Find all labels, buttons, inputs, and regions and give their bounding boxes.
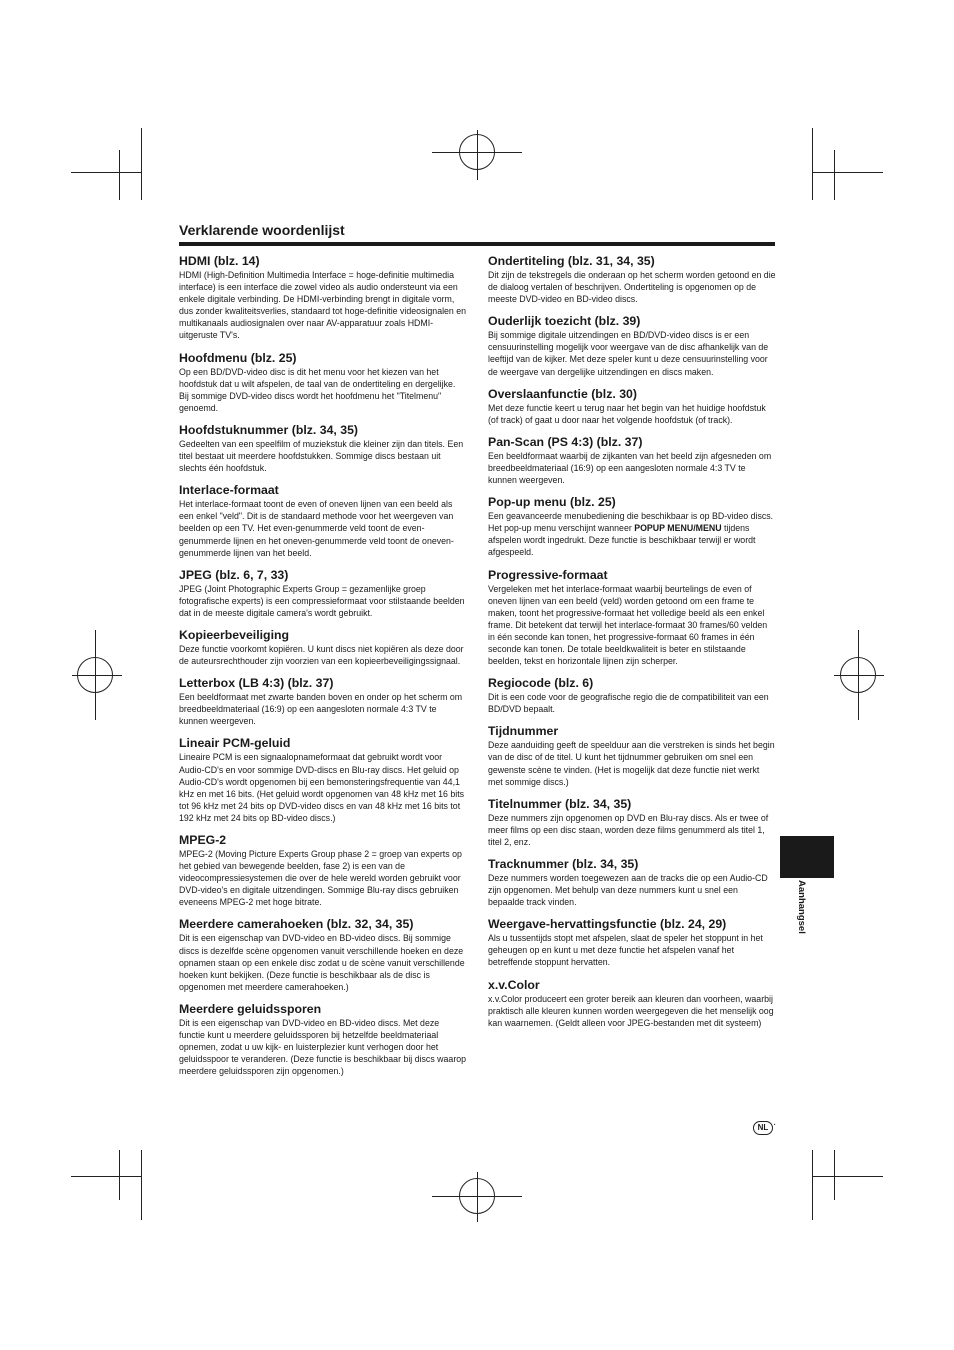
button-name: POPUP MENU/MENU (634, 523, 722, 534)
glossary-definition: Dit is een code voor de geografische regio die de compatibiliteit van een BD/DVD bepaalt. (488, 692, 769, 715)
glossary-term: Hoofdmenu (blz. 25) (179, 350, 297, 365)
title-rule (179, 242, 775, 246)
glossary-definition: Op een BD/DVD-video disc is dit het menu voor het kiezen van het hoofdstuk dat u wilt afspelen, de taal van de ondertiteling en dergelijke. Bij sommige DVD-video discs wordt het hoofdmenu het "Titelmenu" genoemd. (179, 366, 456, 413)
glossary-term: JPEG (blz. 6, 7, 33) (179, 567, 289, 582)
glossary-definition: Vergeleken met het interlace-formaat waarbij beurtelings de even of oneven lijnen van een beeld (veld) worden getoond om een frame te maken, toont het progressive-formaat het volledige beeld als een enkel frame. Dit betekent dat terwijl het interlace-formaat 30 frames/60 velden in één seconde kan tonen, het progressive-formaat 60 frames in één seconde kan tonen. De totale beeldkwaliteit is beter en stilstaande beelden, tekst en horizontale lijnen zijn scherper. (488, 583, 768, 667)
glossary-entry (488, 387, 776, 426)
glossary-term: Ondertiteling (blz. 31, 34, 35) (488, 254, 655, 268)
glossary-definition: Deze nummers worden toegewezen aan de tracks die op een Audio-CD zijn opgenomen. Met behulp van deze nummers kunt u snel een bepaalde track vinden. (488, 873, 768, 908)
glossary-term: Hoofdstuknummer (blz. 34, 35) (179, 422, 359, 437)
glossary-definition: Een beeldformaat met zwarte banden boven en onder op het scherm om breedbeeldmateriaal (16:9) op een aangesloten normale 4:3 TV te kunnen weergeven. (179, 692, 463, 727)
glossary-entry (488, 568, 776, 668)
glossary-entry (488, 857, 776, 908)
registration-mark (459, 1178, 495, 1214)
crop-mark (141, 128, 142, 200)
crop-mark (813, 172, 883, 173)
glossary-entry (488, 797, 776, 848)
glossary-entry (179, 736, 467, 824)
glossary-term: Titelnummer (blz. 34, 35) (488, 796, 632, 811)
glossary-term: MPEG-2 (179, 833, 227, 847)
glossary-definition: Het interlace-formaat toont de even of oneven lijnen van een beeld als een enkel "veld". Dit is de standaard methode voor het weergeven van beelden op een TV. Het even-genummerde veld toont de even-genummerde lijnen en het oneven-genummerde veld toont de oneven-genummerde lijnen van het beeld. (179, 499, 454, 558)
glossary-entry (488, 495, 776, 558)
glossary-definition: HDMI (High-Definition Multimedia Interface = hoge-definitie multimedia interface) is een interface die zowel video als audio ondersteunt via een enkele digitale verbinding. De HDMI-verbinding brengt in digitale vorm, dus zonder kwaliteitsverlies, standaard tot hoge-definitie videosignalen en multikanaals audiosignalen over naar AV-apparatuur zoals HDMI-uitgeruste TV's. (179, 270, 467, 341)
crop-mark (71, 1176, 141, 1177)
crop-mark (813, 1176, 883, 1177)
glossary-definition: MPEG-2 (Moving Picture Experts Group phase 2 = groep van experts op het gebied van bewegende beelden, fase 2) is een van de videocompressiesystemen die over de hele wereld worden gebruikt voor DVD-video's en digitale uitzendingen. Sommige Blu-ray discs gebruiken eveneens MPEG-2 met hoge bitrate. (179, 849, 462, 908)
glossary-term: Meerdere geluidssporen (179, 1001, 322, 1016)
glossary-entry (179, 568, 467, 619)
glossary-entry (488, 917, 776, 968)
glossary-entry (488, 676, 776, 715)
glossary-term: Kopieerbeveiliging (179, 627, 290, 642)
glossary-term: Overslaanfunctie (blz. 30) (488, 386, 637, 401)
glossary-column-left (179, 254, 467, 1086)
glossary-entry (179, 423, 467, 474)
glossary-entry (179, 483, 467, 558)
section-title: Verklarende woordenlijst (179, 222, 345, 238)
crop-mark (71, 172, 141, 173)
glossary-definition: Lineaire PCM is een signaalopnameformaat dat gebruikt wordt voor Audio-CD's en voor sommige DVD-discs en Blu-ray discs. Het geluid op Audio-CD's wordt opgenomen bij een bemonsteringsfrequentie van 44,1 kHz en met 16 bits. (Het geluid wordt opgenomen van 48 kHz met 16 bits tot 96 kHz met 24 bits op DVD-video discs en van 48 kHz met 16 bits tot 192 kHz met 24 bits op BD-video discs.) (179, 752, 465, 823)
glossary-entry (179, 676, 467, 727)
crop-mark (834, 150, 835, 200)
glossary-definition: Met deze functie keert u terug naar het begin van het huidige hoofdstuk (of track) of gaat u door naar het volgende hoofdstuk (of track). (488, 402, 766, 425)
registration-mark (77, 657, 113, 693)
glossary-definition: Deze nummers zijn opgenomen op DVD en Blu-ray discs. Als er twee of meer films op een disc staan, worden deze films genummerd als titel 1, titel 2, enz. (488, 812, 769, 847)
glossary-definition: JPEG (Joint Photographic Experts Group = gezamenlijke groep fotografische experts) is een compressieformaat voor stilstaande beelden dat in de meeste digitale camera's wordt gebruikt. (179, 583, 465, 618)
section-tab (780, 836, 834, 878)
registration-mark (840, 657, 876, 693)
glossary-term: Progressive-formaat (488, 567, 608, 582)
glossary-term: Meerdere camerahoeken (blz. 32, 34, 35) (179, 917, 414, 932)
registration-mark (459, 134, 495, 170)
page-number: · (773, 1119, 777, 1130)
glossary-definition: Dit zijn de tekstregels die onderaan op het scherm worden getoond en die de dialoog vertalen of beschrijven. Ondertiteling is opgenomen op de meeste DVD-video en BD-video discs. (488, 270, 776, 305)
glossary-term: Pop-up menu (blz. 25) (488, 495, 616, 510)
glossary-definition: Bij sommige digitale uitzendingen en BD/DVD-video discs is er een censuurinstelling mogelijk voor weergave van de disc afhankelijk van de leeftijd van de kijker. Met deze speler kunt u deze censuurinstelling voor de weergave van dergelijke uitzendingen en discs maken. (488, 330, 769, 377)
glossary-term: x.v.Color (488, 977, 540, 992)
glossary-term: Interlace-formaat (179, 483, 279, 498)
glossary-term: Ouderlijk toezicht (blz. 39) (488, 314, 641, 329)
glossary-entry (179, 254, 467, 342)
glossary-entry (179, 833, 467, 908)
glossary-entry (488, 978, 776, 1029)
glossary-definition: Dit is een eigenschap van DVD-video en BD-video discs. Bij sommige discs is dezelfde scène opgenomen vanuit verschillende hoeken en deze opnamen staan op een enkele disc zodat u de scène vanuit verschillende hoeken kunt bekijken. (Deze functie is beschikbaar als de disc is opgenomen met meerdere camerahoeken.) (179, 933, 465, 992)
glossary-definition: x.v.Color produceert een groter bereik aan kleuren dan voorheen, waarbij praktisch alle kleuren kunnen worden weergegeven die het menselijk oog kan waarnemen. (Geldt alleen voor JPEG-bestanden met dit systeem) (488, 993, 774, 1028)
glossary-term: HDMI (blz. 14) (179, 254, 260, 268)
glossary-definition: Deze functie voorkomt kopiëren. U kunt discs niet kopiëren als deze door de auteursrechthouder zijn voorzien van een kopieerbeveiligingssignaal. (179, 643, 464, 667)
glossary-entry (488, 254, 776, 305)
definition-text: tijdens afspelen wordt ingedrukt. Deze functie is beschikbaar terwijl er wordt afgespeeld. (488, 523, 756, 558)
glossary-entry (179, 628, 467, 667)
glossary-entry (179, 917, 467, 992)
language-badge: NL (753, 1121, 773, 1135)
crop-mark (812, 1150, 813, 1220)
glossary-term: Weergave-hervattingsfunctie (blz. 24, 29) (488, 917, 727, 932)
glossary-term: Regiocode (blz. 6) (488, 676, 594, 691)
glossary-entry (179, 351, 467, 414)
glossary-entry (488, 724, 776, 787)
glossary-term: Letterbox (LB 4:3) (blz. 37) (179, 676, 334, 691)
glossary-definition: Dit is een eigenschap van DVD-video en BD-video discs. Met deze functie kunt u meerdere geluidssporen bij hetzelfde beeldmateriaal opnemen, zodat u uw kijk- en luisterplezier kunt verhogen door het geluidsspoor te veranderen. (Deze functie is beschikbaar bij discs waarop meerdere geluidssporen zijn opgenomen.) (179, 1017, 467, 1077)
glossary-entry (488, 314, 776, 377)
crop-mark (119, 150, 120, 200)
glossary-term: Lineair PCM-geluid (179, 736, 291, 751)
crop-mark (834, 1150, 835, 1200)
glossary-definition: Deze aanduiding geeft de speelduur aan die verstreken is sinds het begin van de disc of de titel. U kunt het tijdnummer gebruiken om snel een gewenste scène te vinden. (Het is mogelijk dat deze functie niet werkt met sommige discs.) (488, 740, 775, 787)
glossary-definition: Een beeldformaat waarbij de zijkanten van het beeld zijn afgesneden om breedbeeldmateriaal (16:9) op een aangesloten normale 4:3 TV te kunnen weergeven. (488, 450, 772, 486)
glossary-entry (179, 1002, 467, 1077)
crop-mark (119, 1150, 120, 1200)
crop-mark (812, 128, 813, 200)
section-tab-label: Aanhangsel (796, 880, 807, 934)
glossary-definition (488, 510, 776, 558)
crop-mark (141, 1150, 142, 1220)
glossary-term: Pan-Scan (PS 4:3) (blz. 37) (488, 434, 643, 449)
glossary-definition: Gedeelten van een speelfilm of muziekstuk die kleiner zijn dan titels. Een titel bestaat uit meerdere hoofdstukken. Sommige discs bestaan uit slechts één hoofdstuk. (179, 438, 464, 474)
glossary-column-right (488, 254, 776, 1038)
definition-text: Een geavanceerde menubediening die beschikbaar is op BD-video discs. Het pop-up menu verschijnt wanneer (488, 511, 774, 534)
glossary-term: Tijdnummer (488, 724, 559, 739)
glossary-definition: Als u tussentijds stopt met afspelen, slaat de speler het stoppunt in het geheugen op en kunt u met deze functie het afspelen vanaf het betreffende stoppunt hervatten. (488, 933, 763, 968)
glossary-entry (488, 435, 776, 486)
glossary-term: Tracknummer (blz. 34, 35) (488, 857, 639, 871)
